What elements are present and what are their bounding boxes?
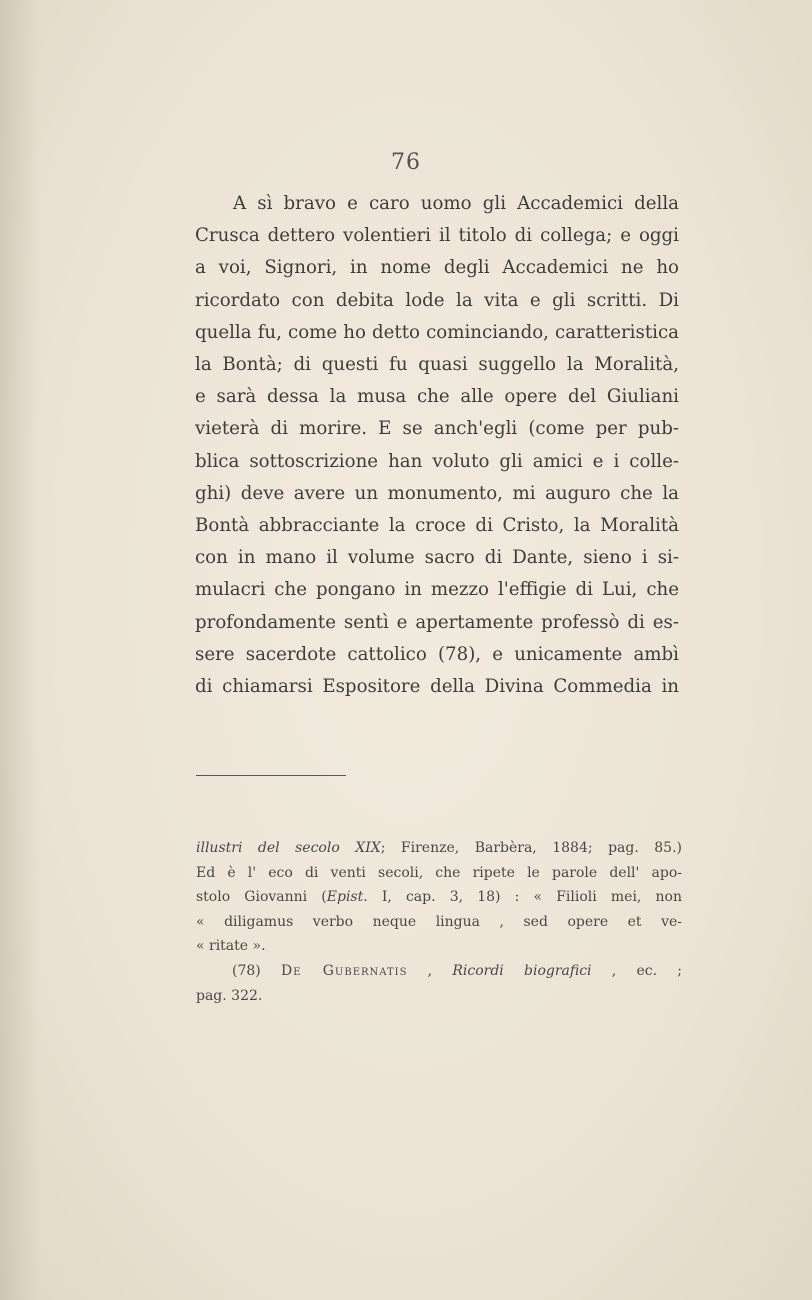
footnote-italic-text: Ricordi biografici	[452, 962, 592, 979]
body-line: con in mano il volume sacro di Dante, sieno i si-	[195, 547, 679, 569]
footnote-line	[196, 885, 682, 910]
body-line: profondamente sentì e apertamente professò di es-	[195, 611, 679, 633]
footnote-italic-text: Epist.	[326, 889, 368, 906]
footnote-text: ,	[407, 962, 453, 979]
body-line: blica sottoscrizione han voluto gli amici e i colle-	[195, 450, 679, 472]
footnote-italic-text: illustri del secolo XIX	[196, 840, 381, 856]
footnote-number: (78)	[232, 962, 281, 979]
footnote-author: De Gubernatis	[280, 962, 408, 979]
body-line: Crusca dettero volentieri il titolo di collega; e oggi	[195, 225, 679, 247]
footnote-line: pag. 322.	[196, 987, 263, 1004]
footnote-rule	[196, 775, 346, 776]
body-line: mulacri che pongano in mezzo l'effigie di Lui, che	[195, 579, 679, 601]
body-line: di chiamarsi Espositore della Divina Commedia in	[195, 676, 679, 698]
footnote-line: « ritate ».	[196, 938, 266, 955]
body-line: Bontà abbracciante la croce di Cristo, la Moralità	[195, 515, 679, 537]
body-line: quella fu, come ho detto cominciando, caratteristica	[195, 321, 679, 343]
body-text	[195, 188, 679, 703]
footnote-line: Ed è l' eco di venti secoli, che ripete le parole dell' apo-	[196, 864, 682, 881]
body-line: sere sacerdote cattolico (78), e unicamente ambì	[195, 643, 679, 665]
footnote-text: stolo Giovanni (	[196, 889, 327, 906]
footnote-78	[196, 959, 682, 984]
body-line: e sarà dessa la musa che alle opere del Giuliani	[195, 386, 679, 408]
footnote-text: ; Firenze, Barbèra, 1884; pag. 85.)	[380, 840, 682, 856]
footnote-text: , ec. ;	[591, 962, 682, 979]
footnote-line	[196, 836, 682, 861]
body-line: A sì bravo e caro uomo gli Accademici della	[233, 193, 679, 214]
footnotes	[196, 836, 682, 1008]
footnote-text: I, cap. 3, 18) : « Filioli mei, non	[367, 889, 682, 906]
body-line: ghi) deve avere un monumento, mi auguro che la	[195, 482, 679, 504]
body-line: ricordato con debita lode la vita e gli scritti. Di	[195, 289, 679, 311]
body-line: la Bontà; di questi fu quasi suggello la Moralità,	[195, 354, 679, 376]
page-number: 76	[391, 150, 421, 175]
page-edge-shadow	[0, 0, 40, 1300]
body-line: vieterà di morire. E se anch'egli (come per pub-	[195, 418, 679, 440]
body-line: a voi, Signori, in nome degli Accademici ne ho	[195, 257, 679, 279]
footnote-line: « diligamus verbo neque lingua , sed opere et ve-	[196, 913, 682, 930]
